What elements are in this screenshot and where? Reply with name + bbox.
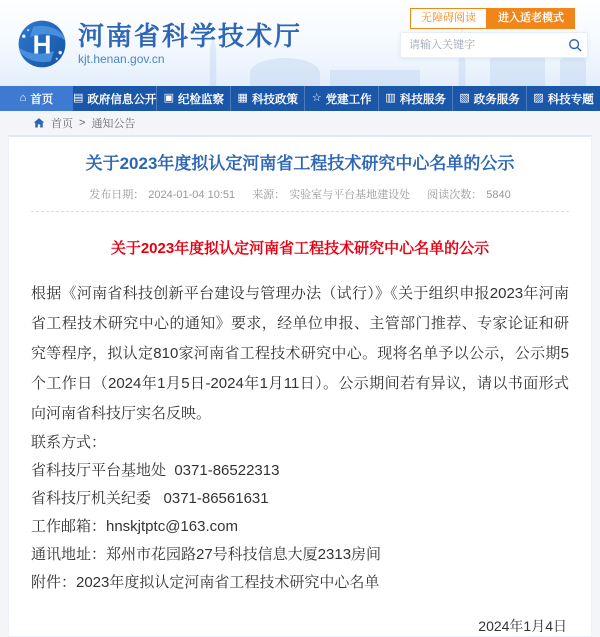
nav-item-gov-service[interactable] bbox=[452, 86, 526, 111]
views-value: 5840 bbox=[486, 189, 511, 201]
contact-platform-division: 省科技厅平台基地处 0371-86522313 bbox=[31, 462, 280, 479]
discipline-inspection-icon: ▣ bbox=[163, 92, 175, 104]
article-title: 关于2023年度拟认定河南省工程技术研究中心名单的公示 bbox=[85, 154, 515, 173]
nav-item-discipline-inspection[interactable] bbox=[156, 86, 230, 111]
nav-label: 科技服务 bbox=[399, 93, 446, 106]
tech-service-icon: ▥ bbox=[385, 92, 396, 104]
contact-address: 通讯地址：郑州市花园路27号科技信息大厦2313房间 bbox=[31, 546, 382, 563]
home-icon: ⌂ bbox=[19, 92, 27, 104]
nav-label: 首页 bbox=[30, 93, 54, 106]
skyline-decoration bbox=[490, 54, 545, 88]
nav-label: 政务服务 bbox=[473, 93, 520, 106]
gov-service-icon: ▧ bbox=[459, 92, 470, 104]
site-banner bbox=[0, 0, 600, 88]
sign-date: 2024年1月4日 bbox=[478, 618, 567, 634]
source-label: 来源： bbox=[252, 189, 286, 201]
notice-body-paragraph: 根据《河南省科技创新平台建设与管理办法（试行）》《关于组织申报2023年河南省工程技术研究中心的通知》要求，经单位申报、主管部门推荐、专家论证和研究等程序，拟认定810家河南省工程技术研究中心。现将名单予以公示，公示期5个工作日（2024年1月5日-2024年1月11日）。公示期间若有异议，请以书面形式向河南省科技厅实名反映。 bbox=[31, 285, 569, 422]
topbar-buttons bbox=[410, 8, 575, 29]
contact-discipline-committee: 省科技厅机关纪委 0371-86561631 bbox=[31, 490, 269, 507]
elder-mode-button[interactable]: 进入适老模式 bbox=[487, 8, 575, 29]
nav-item-special-topic[interactable] bbox=[526, 86, 600, 111]
policy-icon: ▦ bbox=[237, 92, 248, 104]
source-value: 实验室与平台基地建设处 bbox=[289, 189, 411, 201]
nav-label: 科技专题 bbox=[547, 93, 594, 106]
breadcrumb bbox=[0, 111, 600, 135]
nav-label: 科技政策 bbox=[251, 93, 298, 106]
breadcrumb-home-link[interactable]: 首页 bbox=[51, 118, 73, 130]
special-topic-icon: ▨ bbox=[533, 92, 544, 104]
contact-email: 工作邮箱：hnskjtptc@163.com bbox=[31, 518, 238, 535]
article-panel bbox=[8, 135, 592, 637]
nav-item-info-disclosure[interactable] bbox=[73, 86, 156, 111]
breadcrumb-home-icon bbox=[33, 117, 45, 129]
party-building-icon: ☆ bbox=[311, 92, 322, 104]
nav-item-tech-service[interactable] bbox=[378, 86, 452, 111]
svg-text:H: H bbox=[32, 29, 52, 60]
site-logo-icon bbox=[16, 18, 68, 70]
dotted-divider bbox=[31, 211, 569, 212]
breadcrumb-separator: > bbox=[79, 117, 86, 129]
search-icon[interactable] bbox=[563, 33, 587, 57]
site-url: kjt.henan.gov.cn bbox=[78, 52, 165, 66]
site-title: 河南省科学技术厅 bbox=[78, 21, 303, 51]
breadcrumb-current: 通知公告 bbox=[91, 118, 136, 130]
info-disclosure-icon: ▤ bbox=[72, 92, 84, 104]
search-input[interactable] bbox=[401, 39, 563, 51]
accessibility-reading-button[interactable]: 无障碍阅读 bbox=[410, 8, 487, 29]
nav-label: 纪检监察 bbox=[178, 93, 225, 106]
nav-item-policy[interactable] bbox=[230, 86, 304, 111]
nav-label: 党建工作 bbox=[325, 93, 372, 106]
publish-date-label: 发布日期： bbox=[89, 189, 145, 201]
nav-item-home[interactable] bbox=[0, 86, 73, 111]
notice-red-title: 关于2023年度拟认定河南省工程技术研究中心名单的公示 bbox=[110, 240, 490, 257]
publish-date-value: 2024-01-04 10:51 bbox=[148, 189, 236, 201]
site-brand[interactable] bbox=[16, 18, 302, 70]
contact-heading: 联系方式： bbox=[31, 434, 107, 451]
views-label: 阅读次数： bbox=[427, 189, 483, 201]
nav-item-party-building[interactable] bbox=[304, 86, 378, 111]
site-name-block bbox=[78, 22, 302, 66]
attachment-link[interactable]: 附件：2023年度拟认定河南省工程技术研究中心名单 bbox=[31, 574, 380, 591]
article-meta bbox=[31, 186, 569, 202]
main-navigation bbox=[0, 86, 600, 111]
nav-label: 政府信息公开 bbox=[87, 93, 157, 106]
search-box bbox=[400, 32, 588, 58]
